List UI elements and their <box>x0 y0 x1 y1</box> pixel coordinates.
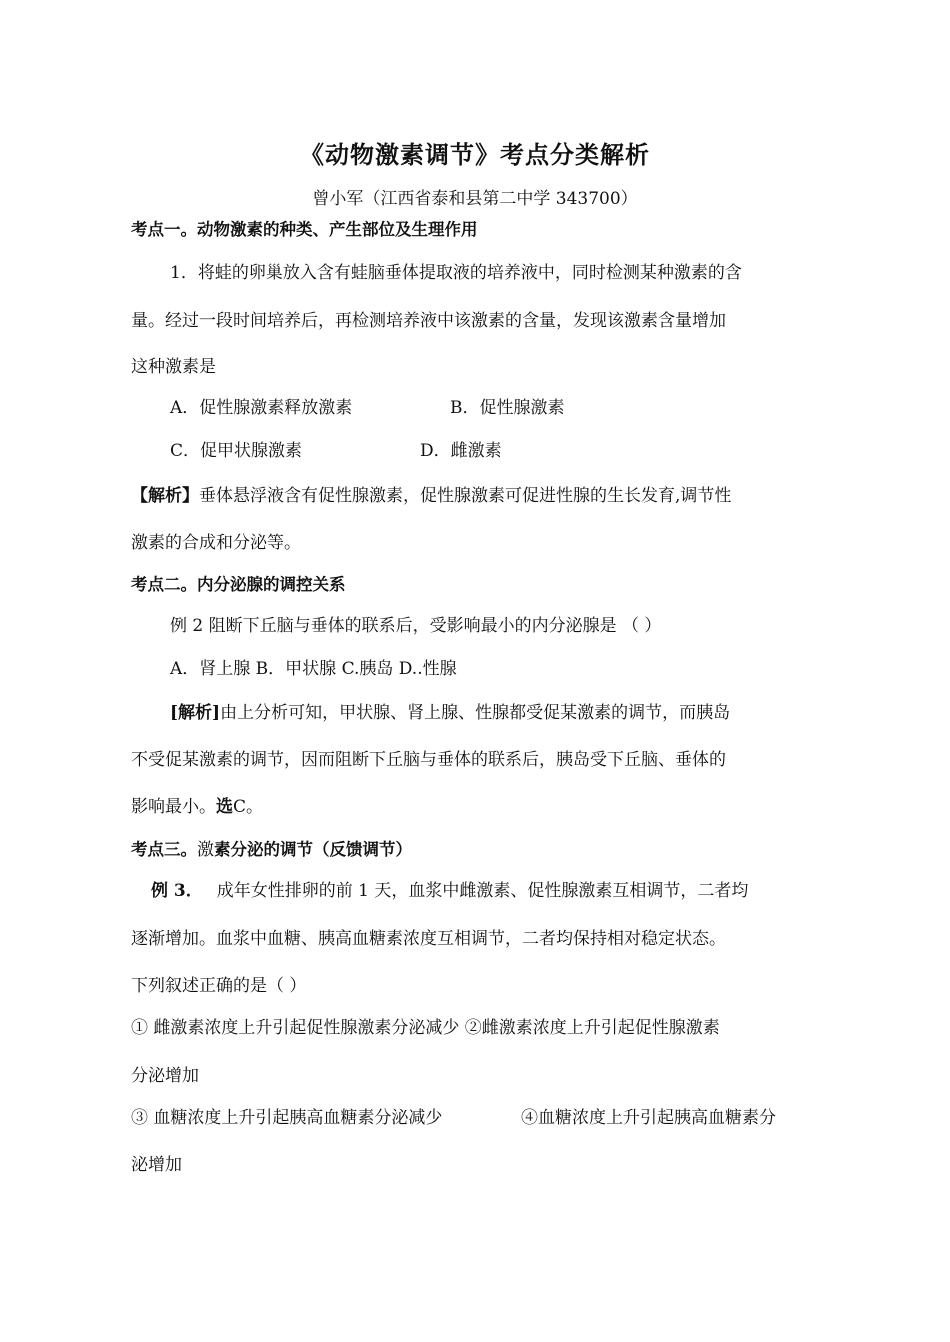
option-c: C．促甲状腺激素 <box>170 441 303 461</box>
question-3-line-2: 逐渐增加。血浆中血糖、胰高血糖素浓度互相调节，二者均保持相对稳定状态。 <box>131 929 726 949</box>
example-3-tag: 例 3． <box>151 881 203 901</box>
question-1-line-3: 这种激素是 <box>131 357 216 377</box>
section-3-heading-prefix: 考点三。 <box>131 840 197 859</box>
question-3-line-1 <box>151 880 748 902</box>
statement-line-4: 泌增加 <box>131 1155 182 1175</box>
analysis-1-text: 垂体悬浮液含有促性腺激素，促性腺激素可促进性腺的生长发育,调节性 <box>199 486 732 506</box>
analysis-tag: 【解析】 <box>131 486 199 506</box>
statement-line-1: ① 雌激素浓度上升引起促性腺激素分泌减少 ②雌激素浓度上升引起促性腺激素 <box>131 1018 720 1038</box>
statement-3: ③ 血糖浓度上升引起胰高血糖素分泌减少 <box>131 1108 443 1128</box>
analysis-tag: [解析] <box>170 703 221 723</box>
analysis-2-line-3-text: 影响最小。 <box>131 797 216 817</box>
option-d: D．雌激素 <box>420 441 502 461</box>
analysis-1-line-1 <box>131 485 731 507</box>
statement-4: ④血糖浓度上升引起胰高血糖素分 <box>521 1108 776 1128</box>
analysis-2-text: 由上分析可知，甲状腺、肾上腺、性腺都受促某激素的调节，而胰岛 <box>220 703 731 723</box>
option-a: A．促性腺激素释放激素 <box>170 398 353 418</box>
author-line: 曾小军（江西省泰和县第二中学 343700） <box>312 189 638 209</box>
section-3-heading-rest: 素分泌的调节（反馈调节） <box>214 840 412 859</box>
section-3-heading-plain: 激 <box>197 840 214 860</box>
question-1-line-2: 量。经过一段时间培养后，再检测培养液中该激素的含量，发现该激素含量增加 <box>131 311 726 331</box>
question-2-options: A．肾上腺 B．甲状腺 C.胰岛 D..性腺 <box>170 659 457 679</box>
question-2: 例 2 阻断下丘脑与垂体的联系后，受影响最小的内分泌腺是 （ ） <box>170 616 662 636</box>
statement-line-2: 分泌增加 <box>131 1066 199 1086</box>
answer-label: 选 <box>216 797 233 817</box>
answer-value: C。 <box>233 797 264 817</box>
section-1-heading: 考点一。动物激素的种类、产生部位及生理作用 <box>131 220 478 239</box>
question-3-line-1-text: 成年女性排卵的前 1 天，血浆中雌激素、促性腺激素互相调节，二者均 <box>216 881 749 901</box>
section-2-heading: 考点二。内分泌腺的调控关系 <box>131 575 346 594</box>
analysis-2-line-1 <box>170 702 730 724</box>
analysis-2-line-2: 不受促某激素的调节，因而阻断下丘脑与垂体的联系后，胰岛受下丘脑、垂体的 <box>131 750 726 770</box>
question-1-line-1: 1．将蛙的卵巢放入含有蛙脑垂体提取液的培养液中，同时检测某种激素的含 <box>170 263 742 283</box>
section-3-heading <box>131 839 412 861</box>
question-3-line-3: 下列叙述正确的是（ ） <box>131 976 307 996</box>
analysis-1-line-2: 激素的合成和分泌等。 <box>131 533 301 553</box>
option-b: B．促性腺激素 <box>450 398 565 418</box>
document-title: 《动物激素调节》考点分类解析 <box>300 141 650 169</box>
analysis-2-line-3 <box>131 796 263 818</box>
